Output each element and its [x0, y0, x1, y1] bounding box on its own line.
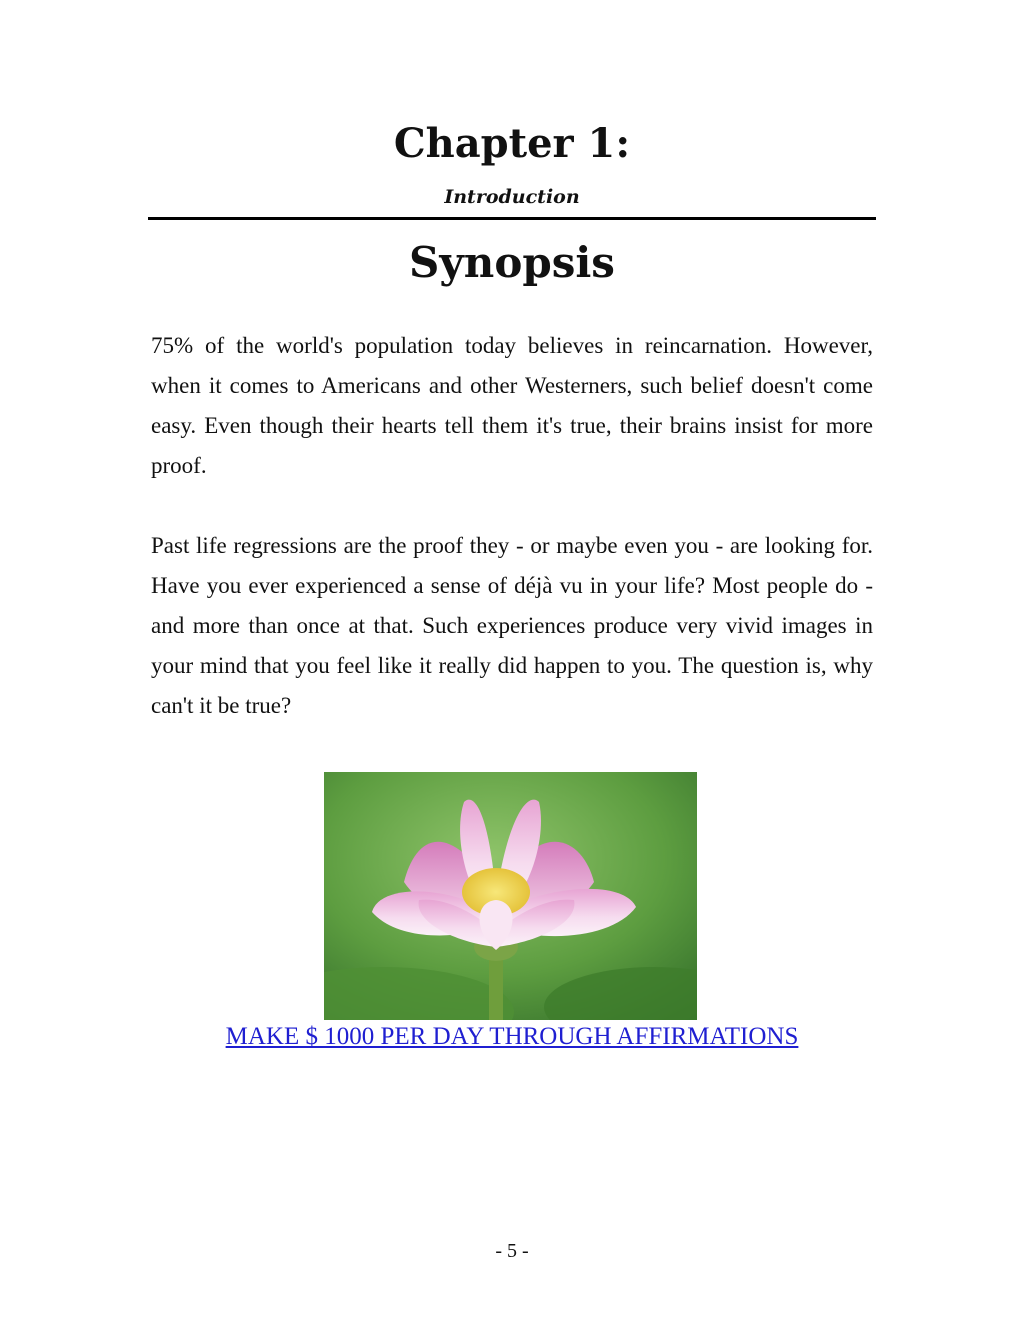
- lotus-flower-image: [324, 772, 697, 1020]
- body-paragraph-1: 75% of the world's population today believes in reincarnation. However, when it comes to Americans and other Westerners, such belief doesn't come easy. Even though their hearts tell them it's true, their brains insist for more proof.: [151, 333, 873, 478]
- page-number: - 5 -: [495, 1240, 529, 1262]
- chapter-title: Chapter 1:: [393, 120, 631, 167]
- affirmations-link[interactable]: MAKE $ 1000 PER DAY THROUGH AFFIRMATIONS: [225, 1023, 799, 1050]
- chapter-subtitle: Introduction: [444, 186, 580, 208]
- section-title: Synopsis: [409, 238, 615, 287]
- title-divider: [148, 217, 876, 220]
- body-paragraph-2: Past life regressions are the proof they - or maybe even you - are looking for. Have you ever experienced a sense of déjà vu in your life? Most people do - and more than once at that. Such experiences produce very vivid images in your mind that you feel like it really did happen to you. The question is, why can't it be true?: [151, 533, 873, 718]
